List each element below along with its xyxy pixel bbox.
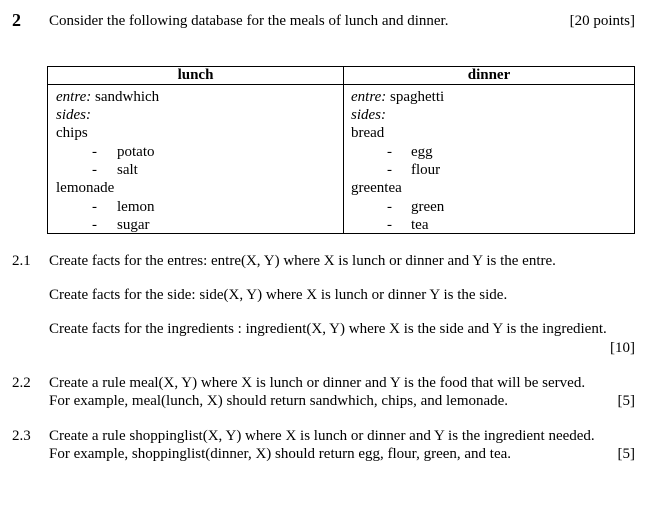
dinner-entre-value: spaghetti xyxy=(386,89,445,105)
dinner-side-1-ingredient: flour xyxy=(411,162,441,178)
lunch-entre-label: entre: xyxy=(56,89,92,105)
lunch-side-1-ingredient: potato xyxy=(117,144,155,160)
lunch-entre xyxy=(56,88,159,106)
part-text-line: Create facts for the ingredients : ingredient(X, Y) where X is the side and Y is the ingredient. xyxy=(49,321,607,337)
lunch-side-2-ingredient: lemon xyxy=(117,199,155,215)
bullet-dash: - xyxy=(387,144,392,160)
lunch-side-1: chips xyxy=(56,125,88,141)
bullet-dash: - xyxy=(92,217,97,233)
dinner-side-2: greentea xyxy=(351,180,402,196)
part-text-line: Create facts for the side: side(X, Y) where X is lunch or dinner Y is the side. xyxy=(49,287,508,303)
bullet-dash: - xyxy=(387,162,392,178)
lunch-side-2: lemonade xyxy=(56,180,115,196)
lunch-sides-label: sides: xyxy=(56,107,91,123)
dinner-side-1: bread xyxy=(351,125,385,141)
part-text-line: For example, meal(lunch, X) should return sandwhich, chips, and lemonade. xyxy=(49,393,509,409)
lunch-side-2-ingredient: sugar xyxy=(117,217,150,233)
lunch-header: lunch xyxy=(177,67,214,83)
part-points: [10] xyxy=(610,340,635,356)
dinner-side-1-ingredient: egg xyxy=(411,144,433,160)
bullet-dash: - xyxy=(92,144,97,160)
dinner-entre-label: entre: xyxy=(351,89,387,105)
lunch-column xyxy=(48,67,343,233)
part-number: 2.3 xyxy=(12,428,31,444)
part-points: [5] xyxy=(617,446,635,462)
bullet-dash: - xyxy=(92,199,97,215)
part-text-line: For example, shoppinglist(dinner, X) should return egg, flour, green, and tea. xyxy=(49,446,512,462)
part-points: [5] xyxy=(617,393,635,409)
lunch-side-1-ingredient: salt xyxy=(117,162,138,178)
dinner-column xyxy=(344,67,634,233)
lunch-entre-value: sandwhich xyxy=(91,89,160,105)
part-number: 2.1 xyxy=(12,253,31,269)
bullet-dash: - xyxy=(387,217,392,233)
part-text-line: Create a rule shoppinglist(X, Y) where X is lunch or dinner and Y is the ingredient needed. xyxy=(49,428,595,444)
bullet-dash: - xyxy=(92,162,97,178)
question-points: [20 points] xyxy=(569,13,635,29)
dinner-header: dinner xyxy=(467,67,511,83)
dinner-sides-label: sides: xyxy=(351,107,386,123)
question-intro: Consider the following database for the meals of lunch and dinner. xyxy=(49,13,449,29)
dinner-side-2-ingredient: green xyxy=(411,199,445,215)
bullet-dash: - xyxy=(387,199,392,215)
part-text-line: Create a rule meal(X, Y) where X is lunch or dinner and Y is the food that will be served. xyxy=(49,375,586,391)
part-number: 2.2 xyxy=(12,375,31,391)
meals-table xyxy=(47,66,635,234)
question-number: 2 xyxy=(12,10,21,30)
part-text-line: Create facts for the entres: entre(X, Y) where X is lunch or dinner and Y is the entre. xyxy=(49,253,556,269)
dinner-entre xyxy=(351,88,444,106)
dinner-side-2-ingredient: tea xyxy=(411,217,429,233)
